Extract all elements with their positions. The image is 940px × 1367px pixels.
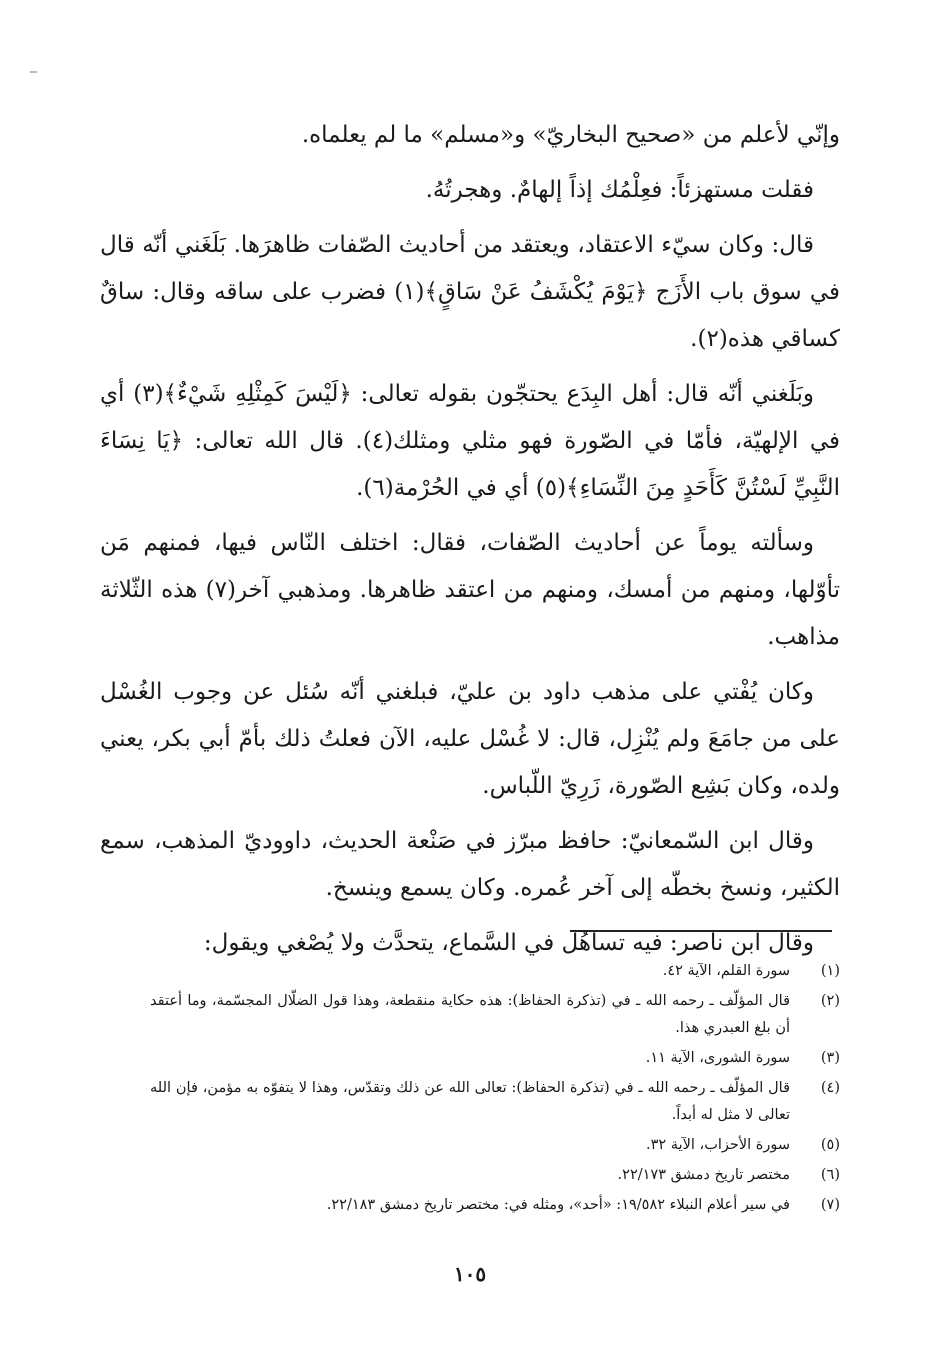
- paragraph-8: وقال ابن ناصر: فيه تساهُل في السَّماع، يتحدَّث ولا يُصْغي ويقول:: [203, 930, 814, 956]
- page-number: ١٠٥: [453, 1262, 487, 1286]
- footnote-number: (٦): [820, 1167, 840, 1183]
- paragraph-6: وكان يُفْتي على مذهب داود بن عليّ، فبلغني أنّه سُئل عن وجوب الغُسْل على من جامَعَ ولم يُنْزِل، قال: لا غُسْل عليه، الآن فعلتُ ذلك بأمّ أبي بكر، يعني ولده، وكان بَشِع الصّورة، زَرِيّ اللّباس.: [100, 679, 840, 799]
- footnote-divider: [570, 930, 832, 932]
- footnote-5: [150, 1132, 840, 1159]
- footnote-number: (٧): [820, 1197, 840, 1213]
- footnote-6: [150, 1162, 840, 1189]
- footnote-number: (٤): [820, 1080, 840, 1096]
- footnote-number: (٢): [820, 993, 840, 1009]
- paragraph-3: قال: وكان سيّء الاعتقاد، ويعتقد من أحاديث الصّفات ظاهرَها. بَلَغَني أنّه قال في سوق باب الأَزَج ﴿يَوْمَ يُكْشَفُ عَنْ سَاقٍ﴾(١) فضرب على ساقه وقال: ساقٌ كساقي هذه(٢).: [100, 232, 840, 352]
- footnote-number: (١): [820, 963, 840, 979]
- footnote-text: سورة القلم، الآية ٤٢.: [662, 963, 790, 979]
- footnote-2: [150, 988, 840, 1042]
- footnote-text: قال المؤلّف ـ رحمه الله ـ في (تذكرة الحفاظ): تعالى الله عن ذلك وتقدّس، وهذا لا يتفوّه به مؤمن، فإن الله تعالى لا مثل له أبداً.: [150, 1080, 790, 1123]
- footnote-text: قال المؤلّف ـ رحمه الله ـ في (تذكرة الحفاظ): هذه حكاية منقطعة، وهذا قول الضلّال المجسّمة، وما أعتقد أن بلغ العبدري هذا.: [150, 993, 790, 1036]
- footnote-7: [150, 1192, 840, 1219]
- footnote-text: مختصر تاريخ دمشق ٢٢/١٧٣.: [617, 1167, 790, 1183]
- paragraph-2: فقلت مستهزئاً: فعِلْمُك إذاً إلهامٌ. وهجرتُهُ.: [425, 177, 814, 203]
- footnote-number: (٥): [820, 1137, 840, 1153]
- footnote-4: [150, 1075, 840, 1129]
- footnotes: [150, 958, 840, 1222]
- footnote-3: [150, 1045, 840, 1072]
- paragraph-4: وبَلَغني أنّه قال: أهل البِدَع يحتجّون بقوله تعالى: ﴿لَيْسَ كَمِثْلِهِ شَيْءٌ﴾(٣) أي في الإلهيّة، فأمّا في الصّورة فهو مثلي ومثلك(٤). قال الله تعالى: ﴿يَا نِسَاءَ النَّبِيِّ لَسْتُنَّ كَأَحَدٍ مِنَ النِّسَاءِ﴾(٥) أي في الحُرْمة(٦).: [100, 381, 840, 501]
- footnote-text: في سير أعلام النبلاء ١٩/٥٨٢: «أحد»، ومثله في: مختصر تاريخ دمشق ٢٢/١٨٣.: [326, 1197, 790, 1213]
- main-text: [100, 112, 840, 975]
- footnote-text: سورة الشورى، الآية ١١.: [645, 1050, 790, 1066]
- footnote-1: [150, 958, 840, 985]
- paragraph-1: وإنّي لأعلم من «صحيح البخاريّ» و«مسلم» ما لم يعلماه.: [301, 122, 840, 148]
- paragraph-5: وسألته يوماً عن أحاديث الصّفات، فقال: اختلف النّاس فيها، فمنهم مَن تأوّلها، ومنهم من أمسك، ومنهم من اعتقد ظاهرها. ومذهبي آخر(٧) هذه الثّلاثة مذاهب.: [100, 530, 840, 650]
- footnote-number: (٣): [820, 1050, 840, 1066]
- scan-speck: [30, 71, 37, 73]
- paragraph-7: وقال ابن السّمعانيّ: حافظ مبرّز في صَنْعة الحديث، داووديّ المذهب، سمع الكثير، ونسخ بخطّه إلى آخر عُمره. وكان يسمع وينسخ.: [100, 828, 840, 901]
- footnote-text: سورة الأحزاب، الآية ٣٢.: [646, 1137, 790, 1153]
